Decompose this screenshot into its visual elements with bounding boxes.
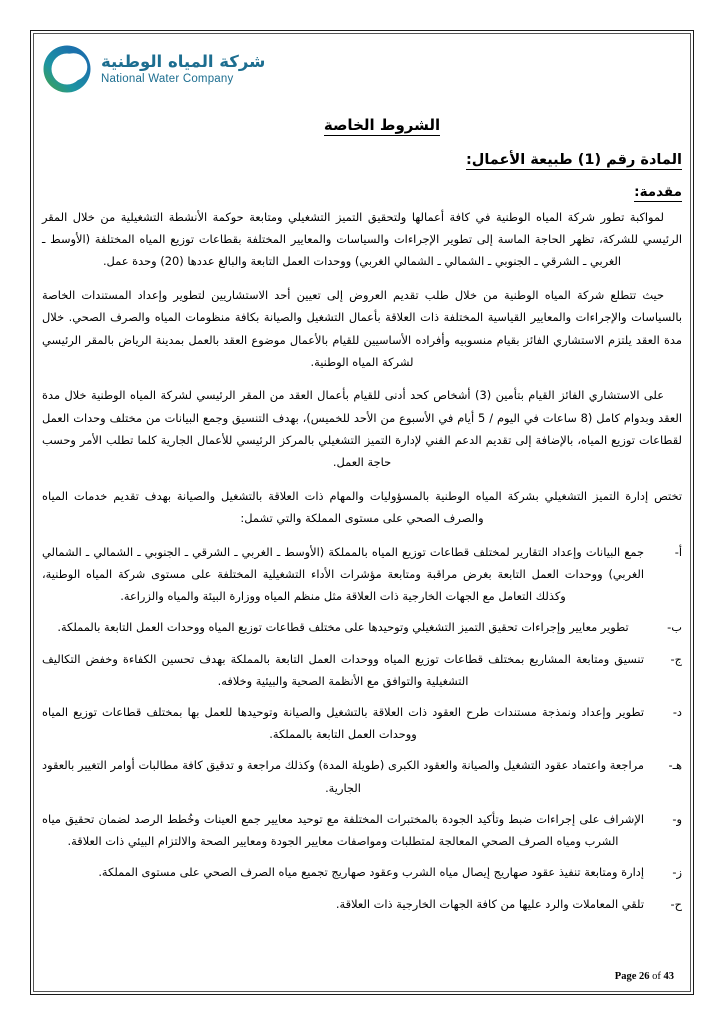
list-item-text: جمع البيانات وإعداد التقارير لمختلف قطاعات توزيع المياه بالمملكة (الأوسط ـ الغربي ـ الشرقي ـ الجنوبي ـ الشمالي ـ الشمالي الغربي) ووحدات العمل التابعة بغرض مراقبة ومتابعة مؤشرات الأداء التشغيلية المختلفة على مستوى شركة المياه الوطنية، وكذلك التعامل مع الجهات الخارجية ذات العلاقة مثل منظم المياه ووزارة البيئة والمياه والزراعة. [42,544,644,604]
list-item [42,541,682,608]
body-paragraph: على الاستشاري الفائز القيام بتأمين (3) أشخاص كحد أدنى للقيام بأعمال العقد من المقر الرئيسي لشركة المياه الوطنية خلال مدة العقد وبدوام كامل (8 ساعات في اليوم / 5 أيام في الأسبوع من الأحد للخميس)، بهدف التنسيق وجمع البيانات من مختلف وحدات العمل لقطاعات توزيع المياه، بالإضافة إلى تقديم الدعم الفني لإدارة التميز التشغيلي بالمركز الرئيسي للأعمال الجارية كلما تطلب الأمر وحسب حاجة العمل. [42,388,682,470]
list-item [42,754,682,798]
section-heading-text: مقدمة: [634,184,682,200]
list-item-text: تطوير معايير وإجراءات تحقيق التميز التشغيلي وتوحيدها على مختلف قطاعات توزيع المياه ووحدات العمل التابعة بالمملكة. [57,620,629,635]
list-item-text: إدارة ومتابعة تنفيذ عقود صهاريج إيصال مياه الشرب وعقود صهاريج تجميع مياه الصرف الصحي على مستوى المملكة. [98,865,644,880]
page-footer [615,971,674,982]
article-heading-text: المادة رقم (1) طبيعة الأعمال: [465,152,682,168]
list-item-marker: ح- [670,896,682,911]
section-heading-introduction [42,184,682,200]
page-title-text: الشروط الخاصة [323,116,441,134]
list-item [42,701,682,745]
body-paragraph: تختص إدارة التميز التشغيلي بشركة المياه الوطنية بالمسؤوليات والمهام ذات العلاقة بالتشغيل والصيانة بهدف تقديم خدمات المياه والصرف الصحي على مستوى المملكة والتي تشمل: [42,488,682,525]
footer-of-label: of [649,971,664,982]
list-item [42,616,682,638]
list-item-text: الإشراف على إجراءات ضبط وتأكيد الجودة بالمختبرات المختلفة مع توحيد معايير جمع العينات وخُطط الرصد لضمان تحقيق مياه الشرب ومياه الصرف الصحي المعالجة لمتطلبات ومواصفات معايير الجودة ومعايير الصحة والالتزام البيئي ذات العلاقة. [42,811,644,849]
page-content [42,36,682,988]
list-item-marker: أ- [674,544,682,559]
list-item-marker: ب- [667,620,682,635]
list-item-marker: هـ- [668,758,682,773]
list-item-marker: ز- [672,865,682,880]
document-header [42,36,682,102]
list-item-text: تطوير وإعداد ونمذجة مستندات طرح العقود ذات العلاقة بالتشغيل والصيانة وتوحيدها للعمل بها بمختلف قطاعات توزيع المياه ووحدات العمل التابعة بالمملكة. [42,705,644,742]
footer-total-pages: 43 [663,971,674,982]
footer-page-label: Page 26 [614,971,650,982]
page-title [42,116,722,134]
body-paragraph: حيث تتطلع شركة المياه الوطنية من خلال طلب تقديم العروض إلى تعيين أحد الاستشاريين لتطوير وإعداد المستندات الخاصة بالسياسات والإجراءات والمعايير القياسية المختلفة ذات العلاقة بأعمال التشغيل والصيانة بكافة منظومات المياه والصرف الصحي. خلال مدة العقد يلتزم الاستشاري الفائز بقيام منسوبيه وأفراده الأساسيين للقيام بالأعمال موضوع العقد بالعمل بمدينة الرياض بالمقر الرئيسي لشركة المياه الوطنية. [42,288,682,369]
body-paragraph: لمواكبة تطور شركة المياه الوطنية في كافة أعمالها ولتحقيق التميز التشغيلي ومتابعة حوكمة الأنشطة التشغيلية من خلال المقر الرئيسي للشركة، تظهر الحاجة الماسة إلى تطوير الإجراءات والسياسات والمعايير المختلفة بقطاعات توزيع المياه المختلفة (الأوسط ـ الغربي ـ الشرقي ـ الجنوبي ـ الشمالي ـ الشمالي الغربي) ووحدات العمل التابعة والبالغ عددها (20) وحدة عمل. [42,210,682,269]
list-item [42,893,682,915]
responsibilities-list [42,541,682,915]
list-item [42,648,682,692]
crescent-ring-logo-icon [42,44,92,94]
logo-wordmark [101,53,265,84]
list-item-marker: ج- [670,651,682,666]
list-item-marker: د- [672,705,682,720]
list-item-text: تنسيق ومتابعة المشاريع بمختلف قطاعات توزيع المياه ووحدات العمل التابعة بالمملكة بهدف تحسين الكفاءة وخفض التكاليف التشغيلية والتوافق مع الأنظمة الصحية والبيئية وخلافه. [42,651,644,688]
list-item-text: تلقي المعاملات والرد عليها من كافة الجهات الخارجية ذات العلاقة. [335,896,644,911]
list-item-marker: و- [672,811,682,826]
list-item [42,861,682,883]
company-logo [42,44,265,94]
list-item-text: مراجعة واعتماد عقود التشغيل والصيانة والعقود الكبرى (طويلة المدة) وكذلك مراجعة و تدقيق كافة مطالبات أوامر التغيير بالعقود الجارية. [42,758,644,795]
logo-arabic-name: شركة المياه الوطنية [101,52,266,72]
list-item [42,808,682,852]
article-heading [42,152,682,168]
logo-english-name: National Water Company [101,72,234,85]
